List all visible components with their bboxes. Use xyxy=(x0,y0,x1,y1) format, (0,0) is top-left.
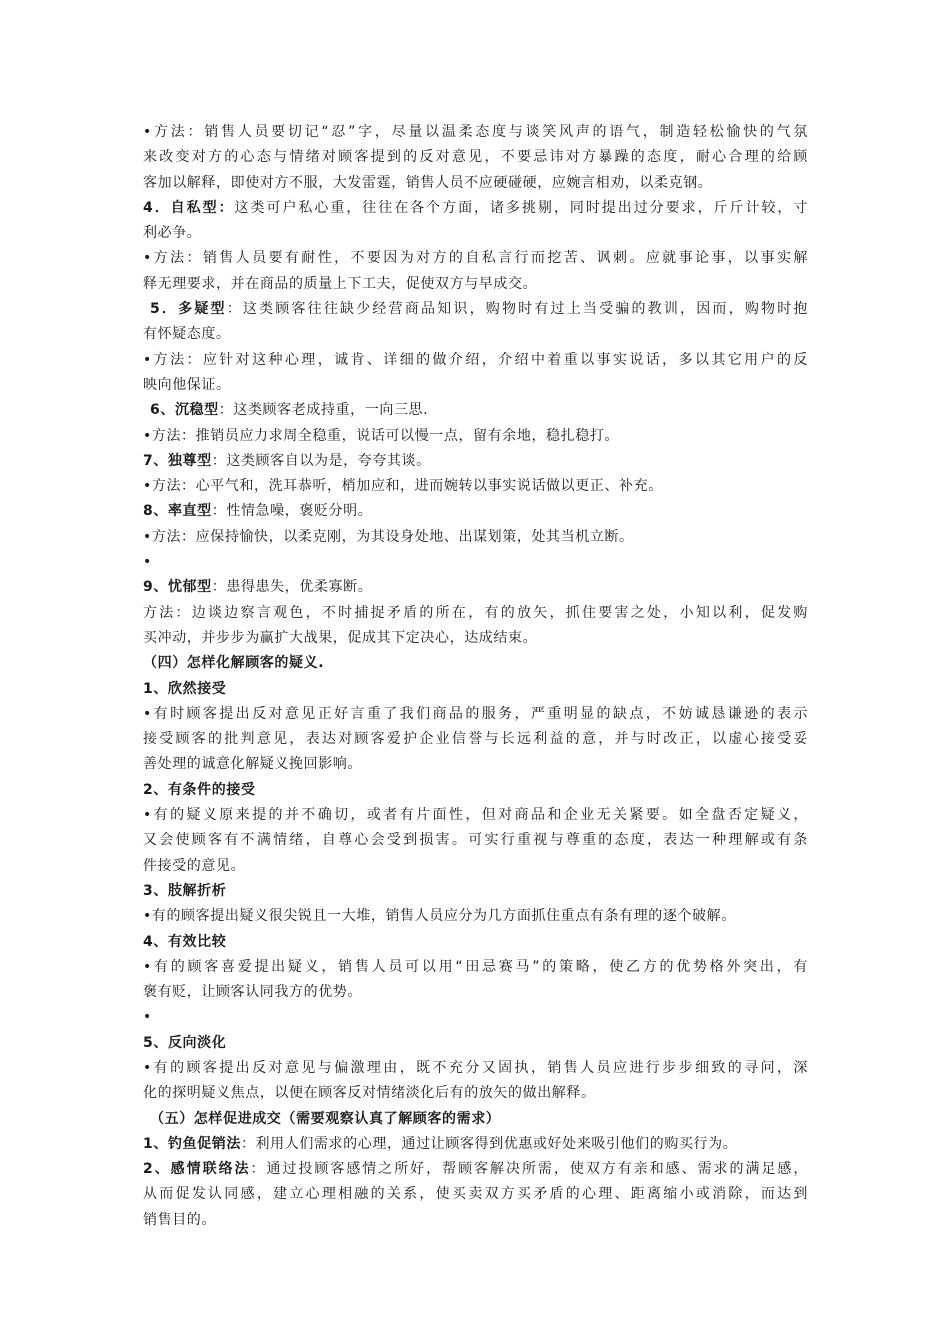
text-line xyxy=(143,879,808,904)
bold-heading-text: 7、独尊型 xyxy=(143,452,212,469)
text-line xyxy=(143,1081,808,1106)
text-line xyxy=(143,727,808,752)
body-text: ：性情急噪，褒贬分明。 xyxy=(211,503,373,520)
text-line xyxy=(143,348,808,373)
body-text: •有的顾客提出反对意见与偏激理由，既不充分又固执，销售人员应进行步步细致的寻问，深 xyxy=(143,1059,808,1076)
text-line xyxy=(143,651,808,676)
body-text: 利必争。 xyxy=(143,225,202,242)
text-line xyxy=(143,702,808,727)
body-text: ：患得患失，优柔寡断。 xyxy=(211,579,373,596)
text-line xyxy=(143,398,808,423)
bold-heading-text: 2、感情联络法 xyxy=(143,1161,251,1178)
text-line xyxy=(143,828,808,853)
text-line xyxy=(143,525,808,550)
body-text: 释无理要求，并在商品的质量上下工夫，促使双方与早成交。 xyxy=(143,275,538,292)
text-line xyxy=(143,145,808,170)
text-line xyxy=(143,297,808,322)
body-text: 化的探明疑义焦点，以便在顾客反对情绪淡化后有的放矢的做出解释。 xyxy=(143,1085,596,1102)
text-line xyxy=(143,677,808,702)
body-text: •有的疑义原来提的并不确切，或者有片面性，但对商品和企业无关紧要。如全盘否定疑义， xyxy=(143,807,808,824)
text-line xyxy=(143,424,808,449)
body-text: •方法：销售人员要切记“忍”字，尽量以温柔态度与谈笑风声的语气，制造轻松愉快的气氛 xyxy=(143,124,808,140)
body-text: 来改变对方的心态与情绪对顾客提到的反对意见，不要忌讳对方暴躁的态度，耐心合理的给顾 xyxy=(143,149,808,166)
text-line xyxy=(143,626,808,651)
body-text: •方法：销售人员要有耐性，不要因为对方的自私言行而挖苦、讽刺。应就事论事，以事实解 xyxy=(143,250,808,267)
text-line xyxy=(143,1182,808,1207)
text-line xyxy=(143,272,808,297)
bold-heading-text: （五）怎样促进成交（需要观察认真了解顾客的需求） xyxy=(150,1110,501,1127)
body-text: ：这类顾客自以为是，夸夸其谈。 xyxy=(211,452,431,469)
bold-heading-text: 5、反向淡化 xyxy=(143,1034,227,1051)
text-line xyxy=(143,246,808,271)
text-line xyxy=(143,980,808,1005)
body-text: 从而促发认同感，建立心理相融的关系，使买卖双方买矛盾的心理、距离缩小或消除，而达到 xyxy=(143,1186,808,1203)
body-text: 买冲动，并步步为赢扩大战果，促成其下定决心，达成结束。 xyxy=(143,629,538,646)
text-line xyxy=(143,499,808,524)
body-text: ：这类顾客老成持重，一向三思. xyxy=(218,402,429,419)
bold-heading-text: 3、肢解折析 xyxy=(143,882,227,899)
text-line xyxy=(143,1208,808,1233)
body-text: •方法：推销员应力求周全稳重，说话可以慢一点，留有余地，稳扎稳打。 xyxy=(143,427,620,444)
body-text: 方法：边谈边察言观色，不时捕捉矛盾的所在，有的放矢，抓住要害之处，小知以利，促发购 xyxy=(143,604,808,621)
bold-heading-text: 2、有条件的接受 xyxy=(143,781,256,798)
body-text: 销售目的。 xyxy=(143,1211,216,1228)
body-text: 映向他保证。 xyxy=(143,376,231,393)
text-line xyxy=(143,1157,808,1182)
text-line xyxy=(143,373,808,398)
text-line xyxy=(143,575,808,600)
body-text: ：通过投顾客感情之所好，帮顾客解决所需，使双方有亲和感、需求的满足感， xyxy=(250,1161,808,1178)
body-text: •方法：应针对这种心理，诚肯、详细的做介绍，介绍中着重以事实说话，多以其它用户的反 xyxy=(143,351,808,368)
text-line xyxy=(143,1031,808,1056)
text-line xyxy=(143,904,808,929)
document-page xyxy=(143,120,808,1233)
text-line xyxy=(143,171,808,196)
text-line xyxy=(143,322,808,347)
bold-heading-text: 4．自私型： xyxy=(143,199,235,216)
body-text: • xyxy=(143,554,152,571)
text-line xyxy=(143,752,808,777)
text-line xyxy=(143,474,808,499)
text-line xyxy=(143,955,808,980)
text-line xyxy=(143,221,808,246)
body-text: 褒有贬，让顾客认同我方的优势。 xyxy=(143,984,362,1001)
text-line xyxy=(143,803,808,828)
body-text: ：这类顾客往往缺少经营商品知识，购物时有过上当受骗的教训，因而，购物时抱 xyxy=(226,301,808,318)
body-text: ：利用人们需求的心理，通过让顾客得到优惠或好处来吸引他们的购买行为。 xyxy=(240,1135,738,1152)
text-line xyxy=(143,196,808,221)
body-text: •方法：心平气和，洗耳恭听，梢加应和，进而婉转以事实说话做以更正、补充。 xyxy=(143,478,663,495)
body-text: 善处理的诚意化解疑义挽回影响。 xyxy=(143,756,362,773)
body-text: •方法：应保持愉快，以柔克刚，为其设身处地、出谋划策，处其当机立断。 xyxy=(143,528,634,545)
text-line xyxy=(143,120,808,145)
bold-heading-text: 4、有效比较 xyxy=(143,933,227,950)
text-line xyxy=(143,930,808,955)
bold-heading-text: 5．多疑型 xyxy=(150,301,227,318)
bold-heading-text: 1、钓鱼促销法 xyxy=(143,1135,241,1152)
bold-heading-text: 6、沉稳型 xyxy=(150,402,219,419)
body-text: 又会使顾客有不满情绪，自尊心会受到损害。可实行重视与尊重的态度，表达一种理解或有条 xyxy=(143,832,808,849)
body-text: 有怀疑态度。 xyxy=(143,326,231,343)
bold-heading-text: 8、率直型 xyxy=(143,503,212,520)
body-text: 客加以解释，即使对方不服，大发雷霆，销售人员不应硬碰硬，应婉言相劝，以柔克钢。 xyxy=(143,174,713,191)
body-text: 这类可户私心重，往往在各个方面，诸多挑剔，同时提出过分要求，斤斤计较，寸 xyxy=(234,199,808,216)
bold-heading-text: （四）怎样化解顾客的疑义. xyxy=(143,655,325,672)
text-line xyxy=(143,550,808,575)
body-text: 接受顾客的批判意见，表达对顾客爱护企业信誉与长远利益的意，并与时改正，以虚心接受妥 xyxy=(143,731,808,748)
body-text: •有的顾客提出疑义很尖锐且一大堆，销售人员应分为几方面抓住重点有条有理的逐个破解。 xyxy=(143,908,736,925)
text-line xyxy=(143,1005,808,1030)
bold-heading-text: 1、欣然接受 xyxy=(143,680,227,697)
body-text: • xyxy=(143,1009,152,1026)
body-text: 件接受的意见。 xyxy=(143,857,246,874)
text-line xyxy=(143,1056,808,1081)
text-line xyxy=(143,778,808,803)
body-text: •有时顾客提出反对意见正好言重了我们商品的服务，严重明显的缺点，不妨诚恳谦逊的表示 xyxy=(143,705,808,722)
text-line xyxy=(143,1107,808,1132)
text-line xyxy=(143,601,808,626)
text-line xyxy=(143,449,808,474)
text-line xyxy=(143,854,808,879)
text-line xyxy=(143,1132,808,1157)
bold-heading-text: 9、忧郁型 xyxy=(143,579,212,596)
body-text: •有的顾客喜爱提出疑义，销售人员可以用“田忌赛马”的策略，使乙方的优势格外突出，有 xyxy=(143,958,808,975)
